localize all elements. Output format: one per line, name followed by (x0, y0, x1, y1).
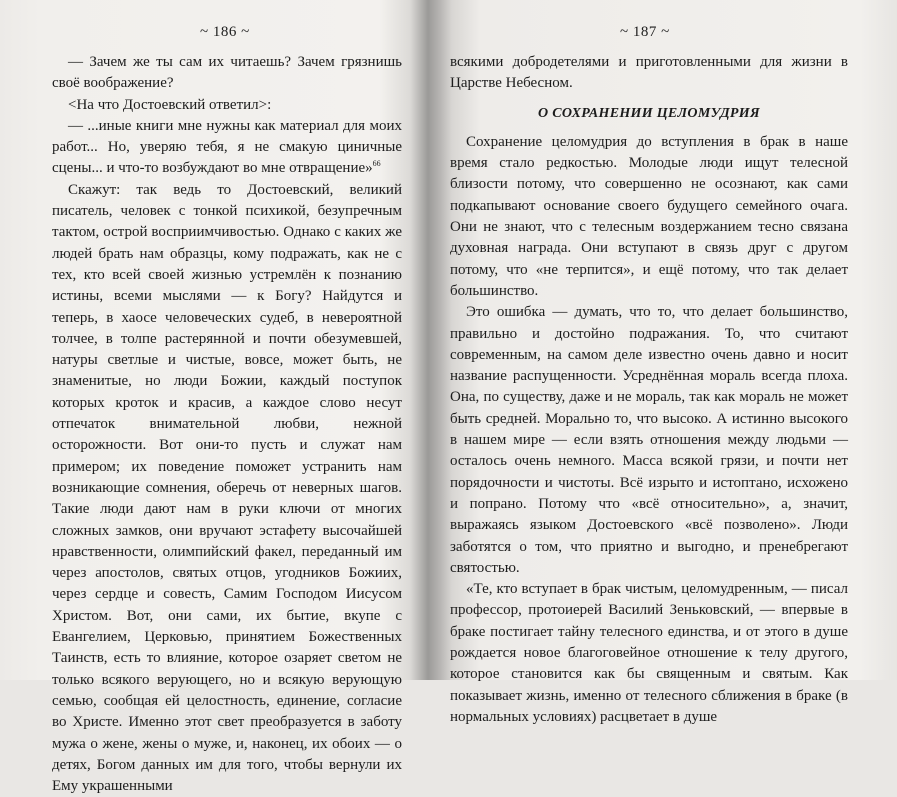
page-number-left: ~ 186 ~ (200, 24, 250, 40)
quote-text: — ...иные книги мне нужны как материал для моих работ... Но, уверяю тебя, я не смакую циничные сцены... и что-то возбуждают во мне отвращение» (52, 117, 402, 177)
paragraph-with-footnote (52, 116, 402, 180)
right-page-text (450, 52, 848, 728)
left-page (0, 0, 430, 795)
page-number-right: ~ 187 ~ (620, 24, 670, 40)
paragraph-continued: всякими добродетелями и приготовленными для жизни в Царстве Небесном. (450, 54, 848, 92)
paragraph: <На что Достоевский ответил>: (68, 96, 272, 113)
paragraph: «Те, кто вступает в брак чистым, целомудренным, — писал профессор, протоиерей Василий Зеньковский, — впервые в браке постигает тайну телесного единства, и от этого в душе рождается новое благоговейное отношение к телу другого, которое становится как бы священным и святым. Как показывает жизнь, именно от телесного сближения в браке (в нормальных условиях) расцветает в душе (450, 581, 848, 725)
section-heading: О СОХРАНЕНИИ ЦЕЛОМУДРИЯ (538, 105, 760, 121)
paragraph: Сохранение целомудрия до вступления в брак в наше время стало редкостью. Молодые люди ищут телесной близости потому, что совершенно не осознают, как сами подкапывают основание своего будущего семейного очага. Они не знают, что с телесным воздержанием тесно связана духовная награда. Они вступают в связь друг с другом потому, что «не терпится», и ещё потому, что так делает большинство. (450, 133, 848, 299)
paragraph: Скажут: так ведь то Достоевский, великий писатель, человек с тонкой психикой, безупречным тактом, острой восприимчивостью. Однако с каких же людей брать нам образцы, кому подражать, как не с тех, кто всей своей жизнью устремлён к познанию истины, всеми мыслями — к Богу? Найдутся и теперь, в хаосе человеческих судеб, в невероятной толчее, в толпе растерянной и почти обезумевшей, натуры светлые и чистые, вовсе, может быть, не знаменитые, но люди Божии, каждый поступок которых кроток и красив, а каждое слово несут отпечаток внимательной любви, нежной осторожности. Вот они-то пусть и служат нам примером; их поведение поможет устранить нам возникающие сомнения, оберечь от неверных шагов. Такие люди дают нам в руки ключи от многих сложных замков, они вручают эстафету высочайшей нравственности, олимпийский факел, переданный им через апостолов, святых отцов, угодников Божиих, через сердце и совесть, Самим Господом Иисусом Христом. Вот, они сами, их бытие, вкупе с Евангелием, Церковью, принятием Божественных Таинств, есть то влияние, которое озаряет светом не только всякого верующего, но и всякую верующую семью, сообщая ей целостность, единение, согласие во Христе. Именно этот свет преобразуется в заботу мужа о жене, жены о муже, и, наконец, их обоих — о детях, Богом данных им для того, чтобы вернули их Ему украшенными (52, 181, 402, 795)
paragraph: — Зачем же ты сам их читаешь? Зачем грязнишь своё воображение? (52, 54, 402, 92)
footnote-ref: 66 (372, 159, 381, 169)
left-page-text (52, 52, 402, 797)
right-page (440, 0, 897, 725)
paragraph: Это ошибка — думать, что то, что делает большинство, правильно и достойно подражания. То, что считают современным, на самом деле известно очень давно и носит название распущенности. Усреднённая мораль всегда плоха. Она, по существу, даже и не мораль, так как мораль не может быть средней. Морально то, что высоко. А истинно высокого в нашем мире — если взять отношения между людьми — осталось очень немного. Масса всякой грязи, и почти нет порядочности и чистоты. Всё изрыто и истоптано, исхожено и попрано. Потому что «всё относительно», а, значит, выражаясь языком Достоевского «всё позволено». Люди заботятся о том, что приятно и выгодно, и пренебрегают святостью. (450, 304, 848, 576)
